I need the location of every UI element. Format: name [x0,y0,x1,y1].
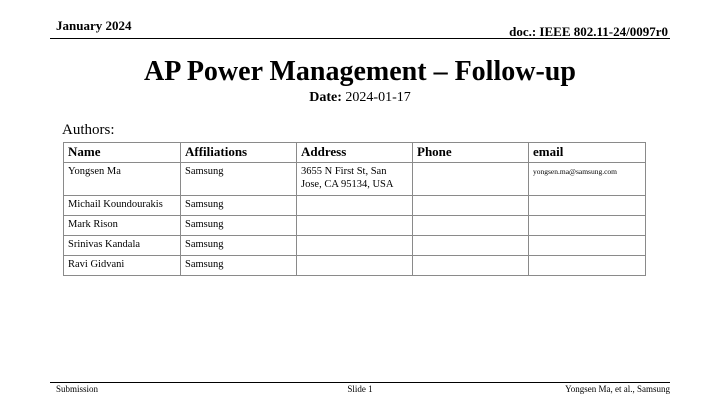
cell-email [529,236,646,256]
header-email: email [529,143,646,163]
date-value: 2024-01-17 [345,90,411,105]
cell-email: yongsen.ma@samsung.com [529,163,646,196]
cell-name: Ravi Gidvani [64,256,181,276]
footer-authors: Yongsen Ma, et al., Samsung [565,384,670,394]
authors-table [63,142,646,276]
table-header-row [64,143,646,163]
cell-phone [413,163,529,196]
header-address: Address [297,143,413,163]
cell-affiliation: Samsung [181,256,297,276]
cell-phone [413,256,529,276]
header-doc-id: doc.: IEEE 802.11-24/0097r0 [509,24,668,39]
date-label: Date: [309,90,342,105]
header-divider [50,38,670,39]
date-line [0,90,720,106]
header-phone: Phone [413,143,529,163]
cell-email [529,196,646,216]
cell-affiliation: Samsung [181,196,297,216]
cell-affiliation: Samsung [181,216,297,236]
cell-address [297,196,413,216]
cell-phone [413,196,529,216]
cell-name: Mark Rison [64,216,181,236]
footer-slide-number: Slide 1 [347,384,373,394]
authors-label: Authors: [62,122,115,138]
cell-affiliation: Samsung [181,163,297,196]
cell-name: Srinivas Kandala [64,236,181,256]
cell-email [529,256,646,276]
cell-phone [413,236,529,256]
slide-title: AP Power Management – Follow-up [144,56,576,87]
cell-phone [413,216,529,236]
footer-divider [50,382,670,383]
cell-address [297,216,413,236]
table-row [64,216,646,236]
cell-address: 3655 N First St, San Jose, CA 95134, USA [297,163,413,196]
cell-address [297,256,413,276]
header-name: Name [64,143,181,163]
table-row [64,196,646,216]
cell-affiliation: Samsung [181,236,297,256]
table-row [64,256,646,276]
table-row [64,236,646,256]
header-affiliations: Affiliations [181,143,297,163]
cell-name: Michail Koundourakis [64,196,181,216]
header-date: January 2024 [56,18,132,33]
cell-email [529,216,646,236]
cell-name: Yongsen Ma [64,163,181,196]
footer-submission: Submission [56,384,99,394]
table-row [64,163,646,196]
cell-address [297,236,413,256]
